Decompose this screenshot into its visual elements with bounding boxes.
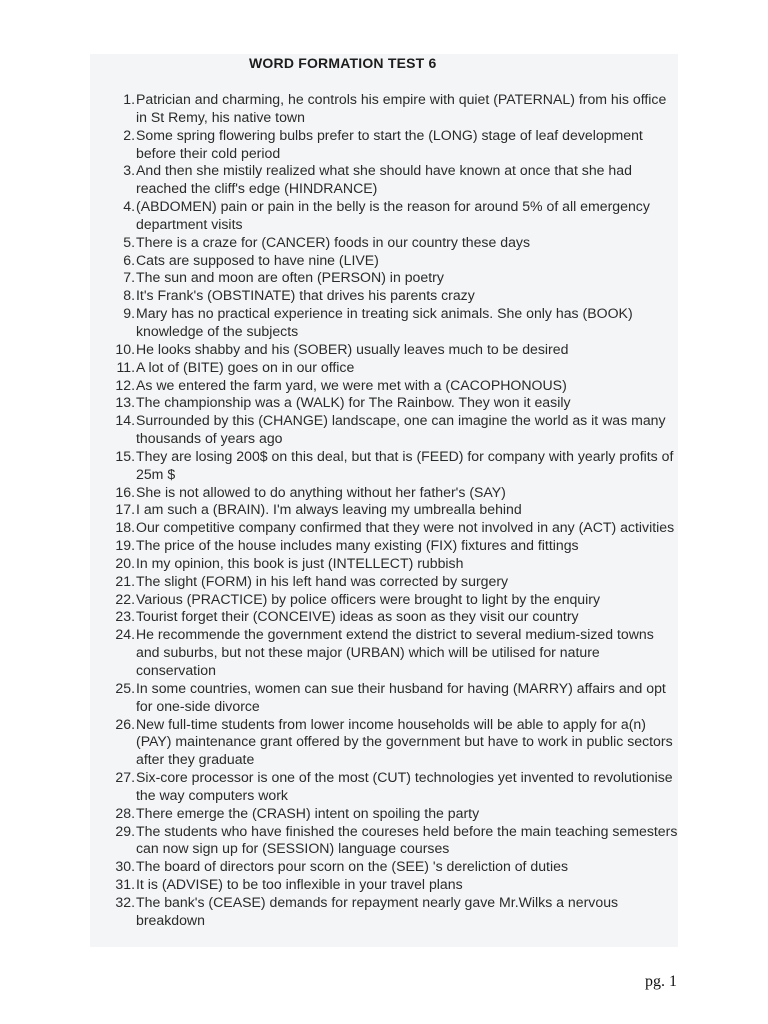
question-text: It is (ADVISE) to be too inflexible in your travel plans (136, 876, 463, 893)
question-item (108, 412, 680, 448)
question-text: Cats are supposed to have nine (LIVE) (136, 251, 379, 268)
question-number: 9. (123, 305, 135, 322)
question-text: There emerge the (CRASH) intent on spoiling the party (136, 804, 480, 821)
question-item (108, 359, 680, 377)
question-item (108, 269, 680, 287)
question-text: Patrician and charming, he controls his empire with quiet (PATERNAL) from his office in St Remy, his native town (136, 91, 667, 125)
question-item (108, 769, 680, 805)
question-text: And then she mistily realized what she should have known at once that she had reached the cliff's edge (HINDRANCE) (136, 162, 632, 197)
question-number: 16. (115, 483, 135, 500)
question-text: A lot of (BITE) goes on in our office (136, 358, 355, 375)
question-text: Some spring flowering bulbs prefer to start the (LONG) stage of leaf development before their cold period (136, 126, 643, 161)
question-item (108, 198, 680, 234)
question-text: Various (PRACTICE) by police officers were brought to light by the enquiry (136, 590, 600, 607)
question-item (108, 876, 680, 894)
question-item (108, 823, 680, 859)
question-item (108, 448, 680, 484)
question-text: He looks shabby and his (SOBER) usually leaves much to be desired (136, 340, 569, 357)
question-text: As we entered the farm yard, we were met with a (CACOPHONOUS) (136, 376, 567, 393)
question-number: 23. (115, 608, 135, 625)
question-item (108, 894, 680, 930)
question-number: 31. (115, 876, 135, 893)
question-item (108, 162, 680, 198)
question-text: Surrounded by this (CHANGE) landscape, one can imagine the world as it was many thousands of years ago (136, 412, 666, 447)
question-item (108, 252, 680, 270)
question-number: 14. (115, 412, 135, 429)
question-number: 22. (115, 590, 135, 607)
question-text: The sun and moon are often (PERSON) in poetry (136, 269, 444, 286)
question-text: In some countries, women can sue their husband for having (MARRY) affairs and opt for one-side divorce (136, 679, 666, 714)
question-number: 15. (115, 447, 135, 464)
question-item (108, 680, 680, 716)
question-item (108, 591, 680, 609)
question-text: Mary has no practical experience in treating sick animals. She only has (BOOK) knowledge of the subjects (136, 305, 633, 339)
question-item (108, 127, 680, 163)
question-text: It's Frank's (OBSTINATE) that drives his parents crazy (136, 287, 475, 304)
question-item (108, 501, 680, 519)
question-item (108, 537, 680, 555)
question-text: I am such a (BRAIN). I'm always leaving my umbrealla behind (136, 501, 522, 518)
question-item (108, 555, 680, 573)
question-item (108, 305, 680, 341)
question-number: 1. (123, 91, 135, 107)
question-text: The bank's (CEASE) demands for repayment nearly gave Mr.Wilks a nervous breakdown (136, 893, 619, 928)
question-number: 6. (123, 251, 135, 268)
question-item (108, 91, 680, 127)
question-number: 12. (115, 376, 135, 393)
question-item (108, 716, 680, 770)
question-number: 5. (123, 233, 135, 250)
question-text: The students who have finished the coureses held before the main teaching semesters can now sign up for (SESSION) language courses (136, 822, 678, 857)
question-item (108, 805, 680, 823)
question-number: 17. (115, 501, 135, 518)
question-text: In my opinion, this book is just (INTELLECT) rubbish (136, 554, 464, 571)
question-number: 2. (123, 126, 135, 143)
question-number: 30. (115, 858, 135, 875)
question-number: 27. (115, 769, 135, 786)
question-text: Our competitive company confirmed that they were not involved in any (ACT) activities (136, 519, 675, 536)
question-number: 19. (115, 537, 135, 554)
question-item (108, 234, 680, 252)
question-number: 18. (115, 519, 135, 536)
question-item (108, 287, 680, 305)
question-number: 25. (115, 679, 135, 696)
question-text: There is a craze for (CANCER) foods in our country these days (136, 233, 530, 250)
question-text: She is not allowed to do anything without her father's (SAY) (136, 483, 506, 500)
question-item (108, 394, 680, 412)
question-list (108, 91, 680, 930)
question-number: 3. (123, 162, 135, 179)
question-number: 26. (115, 715, 135, 732)
question-text: The slight (FORM) in his left hand was corrected by surgery (136, 572, 509, 589)
question-number: 28. (115, 804, 135, 821)
question-number: 11. (116, 358, 135, 375)
question-item (108, 573, 680, 591)
question-item (108, 858, 680, 876)
question-number: 13. (115, 394, 135, 411)
question-number: 4. (123, 198, 135, 215)
question-item (108, 341, 680, 359)
question-number: 21. (115, 572, 135, 589)
question-text: Six-core processor is one of the most (CUT) technologies yet invented to revolutionise the way computers work (136, 769, 673, 803)
question-text: New full-time students from lower income households will be able to apply for a(n) (PAY) maintenance grant offered by the government but have to work in public sectors after they graduate (136, 715, 673, 768)
question-item (108, 484, 680, 502)
question-number: 29. (115, 822, 135, 839)
question-number: 32. (115, 893, 135, 910)
question-number: 20. (115, 554, 135, 571)
question-text: He recommende the government extend the district to several medium-sized towns and suburbs, but not these major (URBAN) which will be utilised for nature conservation (136, 626, 654, 678)
question-item (108, 608, 680, 626)
question-number: 8. (123, 287, 135, 304)
question-text: Tourist forget their (CONCEIVE) ideas as soon as they visit our country (136, 608, 579, 625)
question-text: They are losing 200$ on this deal, but that is (FEED) for company with yearly profits of 25m $ (136, 447, 674, 482)
page-title: WORD FORMATION TEST 6 (249, 55, 437, 71)
question-number: 24. (115, 626, 135, 643)
question-number: 10. (115, 340, 135, 357)
question-item (108, 626, 680, 680)
question-number: 7. (123, 269, 135, 286)
question-item (108, 519, 680, 537)
question-text: The price of the house includes many existing (FIX) fixtures and fittings (136, 537, 579, 554)
question-item (108, 377, 680, 395)
question-text: The board of directors pour scorn on the (SEE) 's dereliction of duties (136, 858, 568, 875)
page-number: pg. 1 (645, 973, 677, 990)
question-text: (ABDOMEN) pain or pain in the belly is the reason for around 5% of all emergency department visits (136, 198, 650, 232)
question-text: The championship was a (WALK) for The Rainbow. They won it easily (136, 394, 571, 411)
